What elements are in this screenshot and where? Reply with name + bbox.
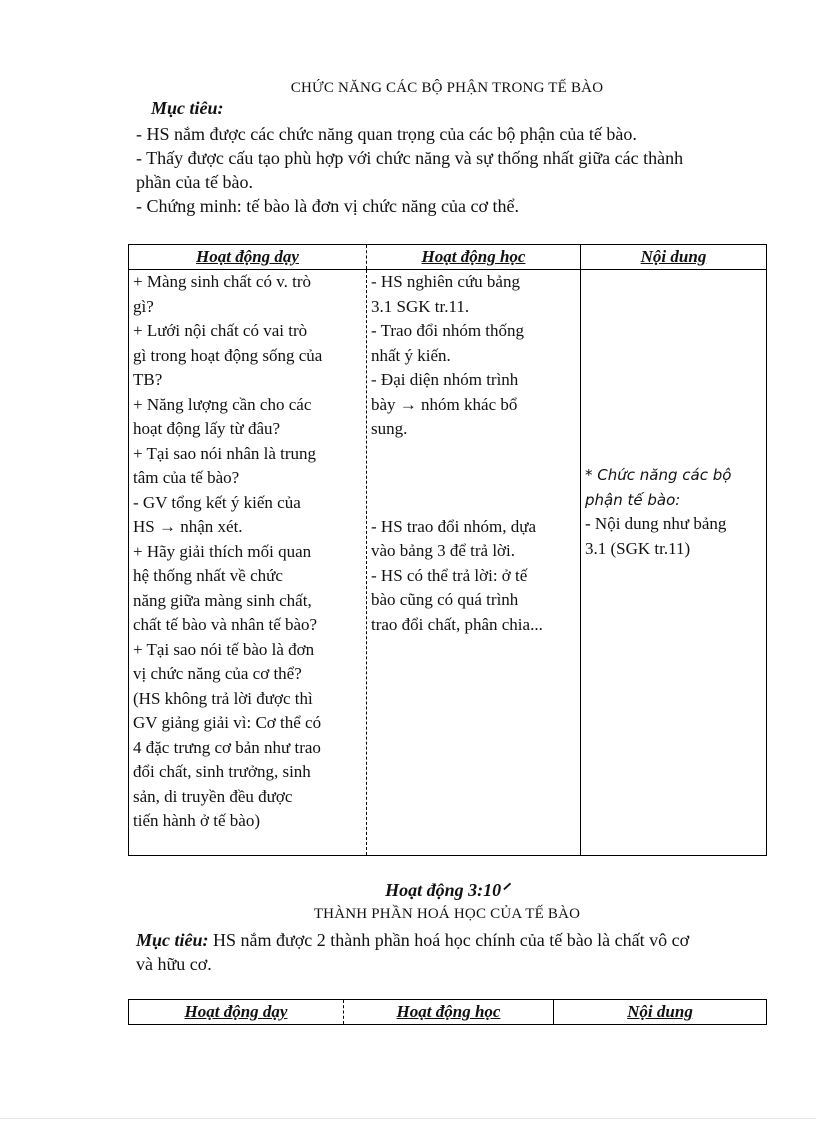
text-line: hệ thống nhất về chức [133, 566, 283, 585]
text-line: hoạt động lấy từ đâu? [133, 419, 281, 438]
text-line: + Năng lượng cần cho các [133, 394, 312, 414]
header-content: Nội dung [581, 245, 767, 270]
objective-cont: và hữu cơ. [136, 954, 212, 974]
learning-cell [367, 270, 581, 856]
objective-line: phần của tế bào. [136, 172, 253, 192]
header-teaching: Hoạt động dạy [129, 1000, 344, 1025]
text-line: - HS nghiên cứu bảng [371, 272, 520, 291]
header-teaching: Hoạt động dạy [129, 245, 367, 270]
objective-line: - HS nắm được các chức năng quan trọng của các bộ phận của tế bào. [136, 124, 637, 144]
text-line: + Hãy giải thích mối quan [133, 541, 312, 561]
text-line: đổi chất, sinh trưởng, sinh [133, 762, 311, 781]
activity-table-2 [128, 999, 767, 1025]
text-line: - Đại diện nhóm trình [371, 370, 519, 389]
content-note: * Chức năng các bộ [585, 466, 732, 484]
text-line: - HS trao đổi nhóm, dựa [371, 516, 537, 536]
text-line: + Tại sao nói nhân là trung [133, 443, 317, 463]
objective-text: HS nắm được 2 thành phần hoá học chính của tế bào là chất vô cơ [213, 930, 690, 950]
text-line: sung. [371, 419, 408, 438]
section2-heading: Hoạt động 3:10ᐟ [385, 880, 509, 900]
text-line: TB? [133, 370, 163, 389]
text-line: nhất ý kiến. [371, 345, 451, 365]
text-line: sản, di truyền đều được [133, 786, 293, 806]
text-line: bào cũng có quá trình [371, 590, 519, 609]
text-line: (HS không trả lời được thì [133, 688, 313, 708]
text-line: + Lưới nội chất có vai trò [133, 321, 308, 340]
text-line: GV giảng giải vì: Cơ thể có [133, 713, 322, 732]
text-line: + Màng sinh chất có v. trò [133, 272, 311, 291]
text-line: - Nội dung như bảng [585, 514, 727, 533]
section1-title: CHỨC NĂNG CÁC BỘ PHẬN TRONG TẾ BÀO [290, 80, 604, 96]
objective-line: - Thấy được cấu tạo phù hợp với chức năng và sự thống nhất giữa các thành [136, 148, 684, 168]
spacer [585, 270, 762, 463]
activity-table-1 [128, 244, 767, 856]
section2-objective [136, 928, 766, 976]
text-line: - HS có thể trả lời: ở tế [371, 565, 528, 585]
text-line: vị chức năng của cơ thể? [133, 664, 302, 683]
teaching-cell [129, 270, 367, 856]
header-learning: Hoạt động học [367, 245, 581, 270]
text-line: - GV tổng kết ý kiến của [133, 492, 301, 512]
content-cell [581, 270, 767, 856]
header-content: Nội dung [554, 1000, 767, 1025]
objective-line: - Chứng minh: tế bào là đơn vị chức năng của cơ thể. [136, 196, 519, 216]
text-line: bày → nhóm khác bổ [371, 394, 518, 414]
text-line: + Tại sao nói tế bào là đơn [133, 639, 315, 659]
text-line: HS → nhận xét. [133, 517, 243, 536]
text-line: 4 đặc trưng cơ bản như trao [133, 737, 321, 757]
text-line: 3.1 (SGK tr.11) [585, 538, 691, 558]
text-line: 3.1 SGK tr.11. [371, 296, 470, 316]
text-line: tâm của tế bào? [133, 468, 240, 487]
text-line: gì trong hoạt động sống của [133, 345, 323, 365]
text-line: - Trao đổi nhóm thống [371, 321, 525, 340]
text-line: vào bảng 3 để trả lời. [371, 541, 516, 560]
section2-title: THÀNH PHẦN HOÁ HỌC CỦA TẾ BÀO [313, 906, 581, 922]
spacer [371, 442, 576, 515]
text-line: trao đổi chất, phân chia... [371, 614, 543, 634]
objectives-list [136, 122, 756, 218]
objective-label: Mục tiêu: [136, 930, 209, 950]
header-learning: Hoạt động học [344, 1000, 554, 1025]
text-line: năng giữa màng sinh chất, [133, 590, 312, 610]
content-note: phận tế bào: [585, 490, 681, 509]
page-edge [0, 1118, 816, 1119]
objective-label: Mục tiêu: [151, 98, 224, 118]
text-line: chất tế bào và nhân tế bào? [133, 615, 318, 634]
text-line: gì? [133, 296, 154, 316]
text-line: tiến hành ở tế bào) [133, 811, 261, 830]
